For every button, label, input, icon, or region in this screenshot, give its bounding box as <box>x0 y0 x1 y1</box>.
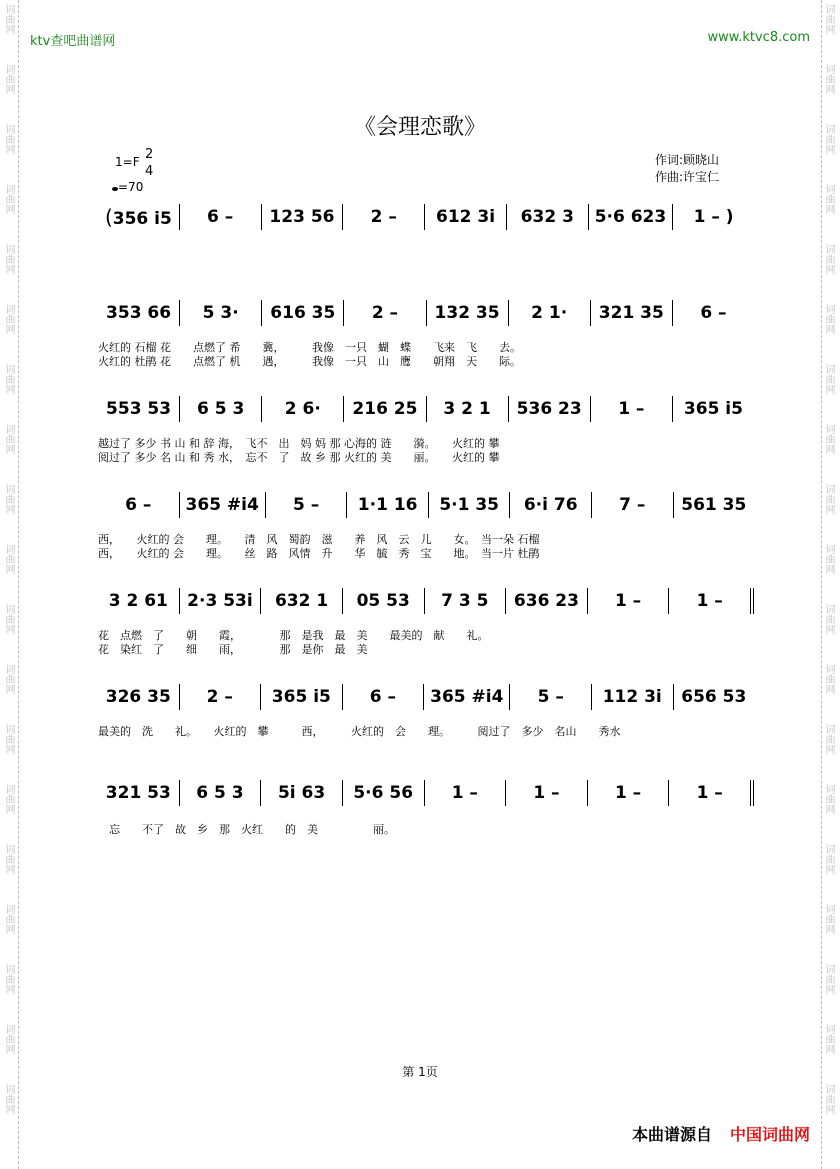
measure: 6 – <box>342 684 424 710</box>
measure: 5·6 56 <box>342 780 424 806</box>
measure: 321 35 <box>590 300 672 326</box>
watermark-text: 词曲网 <box>823 604 834 634</box>
time-signature <box>145 146 153 180</box>
watermark-text: 词曲网 <box>3 64 14 94</box>
watermark-text: 词曲网 <box>3 484 14 514</box>
measure: 1 – <box>590 396 672 422</box>
measure: 5·1 35 <box>428 492 510 518</box>
measure: 1 – <box>668 780 754 806</box>
measure: 2 – <box>343 300 425 326</box>
measure: 1 – ) <box>672 204 754 230</box>
measure: 1 – <box>587 588 669 614</box>
lyric-line: 火红的 石榴 花 点燃了 希 冀， 我像 一只 蝴 蝶 飞来 飞 去。 <box>98 341 521 354</box>
measure: 6 5 3 <box>179 396 261 422</box>
score-row-4 <box>98 490 754 520</box>
meter-top: 2 <box>145 147 154 162</box>
measure: 656 53 <box>673 684 755 710</box>
measure: 5 – <box>509 684 591 710</box>
measure: 2·3 53i <box>179 588 261 614</box>
measure: 05 53 <box>342 588 424 614</box>
watermark-text: 词曲网 <box>823 304 834 334</box>
measure: 6·i 76 <box>509 492 591 518</box>
page-number: 第 1页 <box>402 1065 438 1079</box>
right-margin-watermark <box>821 0 838 1169</box>
measure: 636 23 <box>505 588 587 614</box>
lyric-line: 忘 不了 故 乡 那 火红 的 美 丽。 <box>98 823 395 836</box>
watermark-text: 词曲网 <box>3 1084 14 1114</box>
watermark-text: 词曲网 <box>823 64 834 94</box>
watermark-text: 词曲网 <box>823 424 834 454</box>
measure: 365 #i4 <box>423 684 509 710</box>
lyric-line: 越过了 多少 书 山 和 辞 海， 飞不 出 妈 妈 那 心海的 涟 漪。 火红的 攀 <box>98 437 500 450</box>
measure: 326 35 <box>105 687 171 707</box>
lyric-line: 阅过了 多少 名 山 和 秀 水， 忘不 了 故 乡 那 火红的 美 丽。 火红的 攀 <box>98 451 500 464</box>
measure: 6 – <box>179 204 261 230</box>
measure: 6 5 3 <box>179 780 261 806</box>
measure: 1·1 16 <box>346 492 428 518</box>
watermark-text: 词曲网 <box>823 724 834 754</box>
lyric-line: 火红的 杜鹃 花 点燃了 机 遇， 我像 一只 山 鹰 朝翔 天 际。 <box>98 355 521 368</box>
watermark-text: 词曲网 <box>3 784 14 814</box>
watermark-text: 词曲网 <box>3 724 14 754</box>
meter-bottom: 4 <box>145 164 154 179</box>
score-row-2 <box>98 298 754 328</box>
left-margin-watermark <box>2 0 19 1169</box>
measure: 553 53 <box>106 399 172 419</box>
watermark-text: 词曲网 <box>823 544 834 574</box>
watermark-text: 词曲网 <box>823 784 834 814</box>
measure: 2 – <box>342 204 424 230</box>
measure: 216 25 <box>343 396 425 422</box>
measure: 321 53 <box>105 783 171 803</box>
footer-source-text: 本曲谱源自 <box>631 1125 712 1144</box>
watermark-text: 词曲网 <box>823 664 834 694</box>
measure: 1 – <box>587 780 669 806</box>
watermark-text: 词曲网 <box>823 124 834 154</box>
score-row-1 <box>98 202 754 232</box>
watermark-text: 词曲网 <box>823 1024 834 1054</box>
measure: 5·6 623 <box>588 204 673 230</box>
watermark-text: 词曲网 <box>823 1084 834 1114</box>
measure: 2 6· <box>261 396 343 422</box>
lyricist: 作词:顾晓山 <box>655 153 720 167</box>
measure: 612 3i <box>424 204 506 230</box>
song-title: 《会理恋歌》 <box>353 115 486 140</box>
tempo-value: =70 <box>118 180 144 194</box>
measure: 6 – <box>125 495 152 515</box>
watermark-text: 词曲网 <box>823 184 834 214</box>
measure: 1 – <box>505 780 587 806</box>
measure: 353 66 <box>106 303 172 323</box>
lyric-line: 花 染红 了 细 雨， 那 是你 最 美 <box>98 643 368 656</box>
measure: 365 #i4 <box>179 492 265 518</box>
watermark-text: 词曲网 <box>823 244 834 274</box>
composer: 作曲:许宝仁 <box>655 170 720 184</box>
watermark-text: 词曲网 <box>3 124 14 154</box>
watermark-text: 词曲网 <box>3 964 14 994</box>
watermark-text: 词曲网 <box>3 304 14 334</box>
watermark-text: 词曲网 <box>823 4 834 34</box>
lyric-line: 西， 火红的 会 理。 清 风 蜀韵 滋 养 风 云 儿 女。 当一朵 石榴 <box>98 533 540 546</box>
tempo-marking <box>112 180 143 194</box>
watermark-text: 词曲网 <box>3 364 14 394</box>
watermark-text: 词曲网 <box>823 904 834 934</box>
measure: 536 23 <box>508 396 590 422</box>
measure: (356 i5 <box>104 205 172 229</box>
lyric-line: 西， 火红的 会 理。 丝 路 风情 升 华 毓 秀 宝 地。 当一片 杜鹃 <box>98 547 540 560</box>
measure: 5 3· <box>179 300 261 326</box>
watermark-text: 词曲网 <box>823 484 834 514</box>
measure: 7 – <box>591 492 673 518</box>
watermark-text: 词曲网 <box>3 424 14 454</box>
watermark-text: 词曲网 <box>3 544 14 574</box>
measure: 1 – <box>424 780 506 806</box>
measure: 2 1· <box>508 300 590 326</box>
measure: 365 i5 <box>672 396 754 422</box>
credits <box>655 152 719 186</box>
watermark-text: 词曲网 <box>3 904 14 934</box>
measure: 632 1 <box>260 588 342 614</box>
measure: 365 i5 <box>260 684 342 710</box>
watermark-text: 词曲网 <box>823 844 834 874</box>
measure: 632 3 <box>506 204 588 230</box>
header-site-right[interactable]: www.ktvc8.com <box>707 30 810 45</box>
measure: 132 35 <box>426 300 508 326</box>
watermark-text: 词曲网 <box>3 844 14 874</box>
lyric-line: 花 点燃 了 朝 霞， 那 是我 最 美 最美的 献 礼。 <box>98 629 489 642</box>
measure: 5 – <box>265 492 347 518</box>
measure: 3 2 1 <box>426 396 508 422</box>
footer-site-link[interactable]: 中国词曲网 <box>729 1125 810 1144</box>
measure: 112 3i <box>591 684 673 710</box>
key-signature: 1=F <box>115 155 140 169</box>
score-row-7 <box>98 778 754 808</box>
watermark-text: 词曲网 <box>3 1024 14 1054</box>
score-row-5 <box>98 586 754 616</box>
measure: 3 2 61 <box>108 591 168 611</box>
measure: 6 – <box>672 300 754 326</box>
measure: 2 – <box>179 684 261 710</box>
measure: 1 – <box>668 588 754 614</box>
footer-source <box>632 1122 810 1145</box>
measure: 5i 63 <box>260 780 342 806</box>
measure: 7 3 5 <box>424 588 506 614</box>
watermark-text: 词曲网 <box>3 604 14 634</box>
watermark-text: 词曲网 <box>3 664 14 694</box>
measure: 123 56 <box>261 204 343 230</box>
watermark-text: 词曲网 <box>3 244 14 274</box>
watermark-text: 词曲网 <box>823 964 834 994</box>
watermark-text: 词曲网 <box>823 364 834 394</box>
score-row-6 <box>98 682 754 712</box>
header-site-left[interactable]: ktv查吧曲谱网 <box>30 34 116 49</box>
watermark-text: 词曲网 <box>3 4 14 34</box>
score-row-3 <box>98 394 754 424</box>
watermark-text: 词曲网 <box>3 184 14 214</box>
open-paren: ( <box>104 205 113 229</box>
lyric-line: 最美的 洗 礼。 火红的 攀 西， 火红的 会 理。 阅过了 多少 名山 秀水 <box>98 725 621 738</box>
measure: 561 35 <box>673 492 755 518</box>
measure: 616 35 <box>261 300 343 326</box>
